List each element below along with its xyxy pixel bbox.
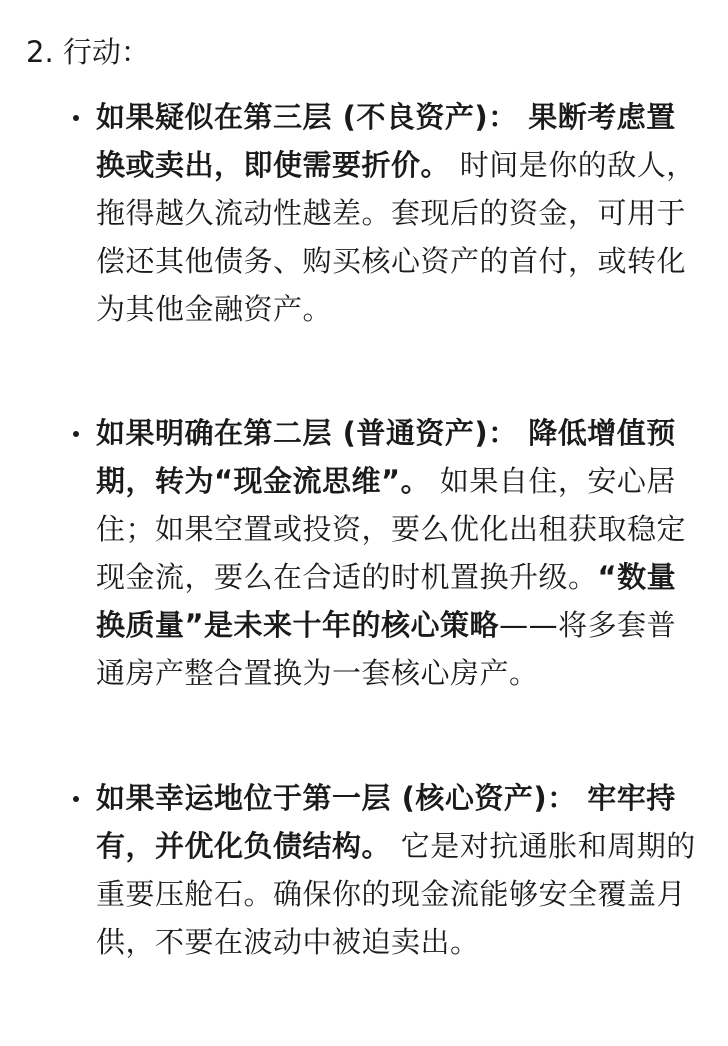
list-item-body: 时间是你的敌人，拖得越久流动性越差。套现后的资金，可用于偿还其他债务、购买核心资产的首付，或转化为其他金融资产。 [96,148,696,326]
list-item-body-secondary: ——将多套普通房产整合置换为一套核心房产。 [96,608,677,690]
list-item [96,409,696,697]
list-item-text [96,774,696,966]
bullet-icon [73,115,79,121]
list-item-emphasis-secondary: “数量换质量”是未来十年的核心策略 [96,560,677,642]
list-item-text [96,409,696,697]
section-heading: 2. 行动： [26,35,150,69]
list-item-text [96,93,696,333]
list-item-emphasis: 如果幸运地位于第一层 (核心资产)： 牢牢持有，并优化负债结构。 [96,781,676,863]
list-item-emphasis: 如果疑似在第三层 (不良资产)： 果断考虑置换或卖出，即使需要折价。 [96,100,676,182]
list-item [96,93,696,333]
bullet-icon [73,431,79,437]
list-item-body: 如果自住，安心居住；如果空置或投资，要么优化出租获取稳定现金流，要么在合适的时机置换升级。 [96,464,687,594]
bullet-icon [73,796,79,802]
list-item-body: 它是对抗通胀和周期的重要压舱石。确保你的现金流能够安全覆盖月供，不要在波动中被迫卖出。 [96,829,696,959]
list-item-emphasis: 如果明确在第二层 (普通资产)： 降低增值预期，转为“现金流思维”。 [96,416,676,498]
list-item [96,774,696,966]
